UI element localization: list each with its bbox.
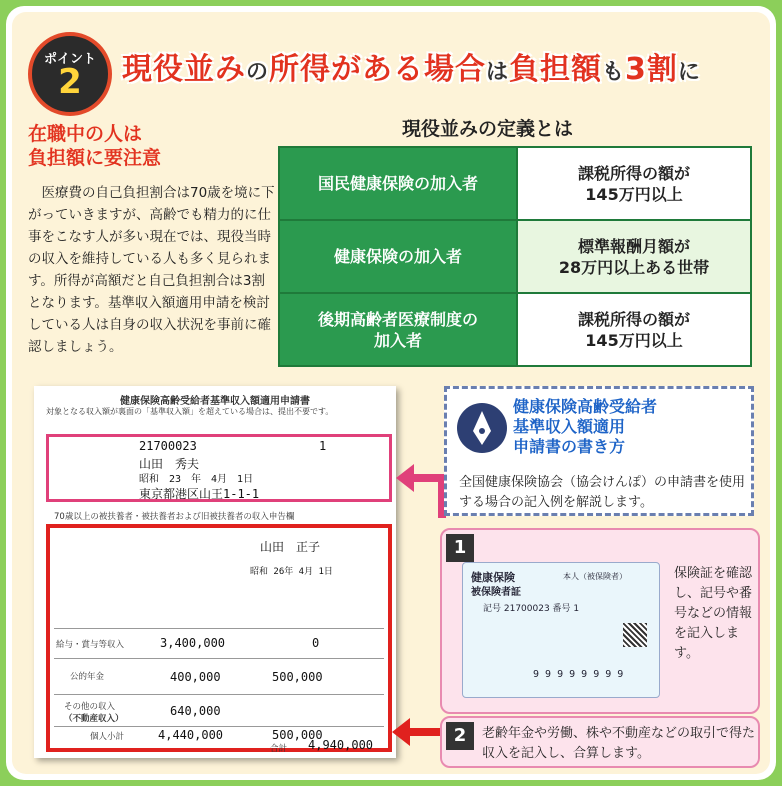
step-2-number: 2 xyxy=(446,722,474,750)
definition-label: 健康保険の加入者 xyxy=(279,220,517,293)
insured-address: 東京都港区山王1-1-1 xyxy=(139,487,260,501)
label-line-1: 後期高齢者医療制度の xyxy=(317,309,478,329)
definition-table xyxy=(278,146,752,367)
pension-value: 400,000 xyxy=(170,670,221,684)
title-h: に xyxy=(677,60,701,85)
badge-label: ポイント xyxy=(43,52,96,67)
arrow-to-income-icon xyxy=(388,712,444,752)
definition-label: 国民健康保険の加入者 xyxy=(279,147,517,220)
arrow-to-info-icon xyxy=(392,452,452,522)
definition-value xyxy=(517,147,751,220)
subtotal-value-spouse: 500,000 xyxy=(272,728,323,742)
step-1-number: 1 xyxy=(446,534,474,562)
guide-title-3: 申請書の書き方 xyxy=(513,437,626,456)
insurance-sub-number: 1 xyxy=(319,439,327,453)
subtitle-line-1: 在職中の人は xyxy=(28,123,143,145)
definition-value xyxy=(517,220,751,293)
page-frame xyxy=(6,6,776,780)
header xyxy=(12,12,770,108)
total-value: 4,940,000 xyxy=(308,738,374,752)
left-body-text: 医療費の自己負担割合は70歳を境に下がっていきますが、高齢でも精力的に仕事をこなす人が多い現在では、現役当時の収入を維持している人も多く見られます。所得が高額だと自己負担割合は3割となります。基準収入額適用申請を検討している人は自身の収入状況を事前に確認しましょう。 xyxy=(28,185,275,355)
income-box xyxy=(46,524,392,752)
point-badge xyxy=(28,32,112,116)
guide-title-1: 健康保険高齢受給者 xyxy=(513,397,658,416)
subtitle-line-2: 負担額に要注意 xyxy=(28,147,162,169)
form-note: 対象となる収入額が裏面の「基準収入額」を超えている場合は、提出不要です。 xyxy=(46,407,334,416)
left-subtitle xyxy=(28,122,161,170)
card-insurer: 9 9 9 9 9 9 9 9 xyxy=(533,669,624,680)
card-sub: 被保険者証 xyxy=(471,587,521,598)
card-kind: 本人（被保険者） xyxy=(563,572,627,581)
guide-box xyxy=(444,386,754,516)
grid-line xyxy=(54,628,384,629)
value-line-2: 28万円以上ある世帯 xyxy=(558,257,710,277)
row-label-salary: 給与・賞与等収入 xyxy=(56,640,125,650)
pension-value-spouse: 500,000 xyxy=(272,670,323,684)
grid-line xyxy=(54,658,384,659)
insured-dob: 昭和 23 年 4月 1日 xyxy=(139,474,254,485)
spouse-dob: 昭和 26年 4月 1日 xyxy=(250,567,333,577)
value-line-1: 標準報酬月額が xyxy=(577,236,690,256)
grid-line xyxy=(54,694,384,695)
insured-name: 山田 秀夫 xyxy=(139,457,200,471)
guide-title xyxy=(513,397,657,457)
title-b: の xyxy=(246,60,270,85)
salary-value: 3,400,000 xyxy=(160,636,226,650)
row-label-pension: 公的年金 xyxy=(70,672,105,682)
form-section-label: 70歳以上の被扶養者・被扶養者および旧被扶養者の収入申告欄 xyxy=(54,512,295,522)
other-value: 640,000 xyxy=(170,704,221,718)
title-a: 現役並み xyxy=(122,52,246,87)
step-1-text: 保険証を確認し、記号や番号などの情報を記入します。 xyxy=(674,566,753,661)
definition-value xyxy=(517,293,751,366)
value-line-1: 課税所得の額が xyxy=(577,163,690,183)
row-label-subtotal: 個人小計 xyxy=(90,732,125,742)
step-1-box xyxy=(440,528,760,714)
guide-title-2: 基準収入額適用 xyxy=(513,417,626,436)
insurance-card-image xyxy=(462,562,660,698)
row-label-other: その他の収入 xyxy=(64,702,116,712)
title-f: も xyxy=(602,60,626,85)
guide-description: 全国健康保険協会（協会けんぽ）の申請書を使用する場合の記入例を解説します。 xyxy=(459,475,746,510)
salary-value-spouse: 0 xyxy=(312,636,320,650)
definition-label xyxy=(279,293,517,366)
page-title xyxy=(122,44,701,88)
step-2-text: 老齢年金や労働、株や不動産などの取引で得た収入を記入し、合算します。 xyxy=(482,726,756,761)
subtotal-value: 4,440,000 xyxy=(158,728,224,742)
card-title: 健康保険 xyxy=(471,571,515,584)
insurance-number: 21700023 xyxy=(139,439,197,453)
title-d: は xyxy=(486,60,510,85)
insured-info-box xyxy=(46,434,392,502)
value-line-1: 課税所得の額が xyxy=(577,309,690,329)
definition-row xyxy=(279,220,751,293)
step-2-box xyxy=(440,716,760,768)
definition-title: 現役並みの定義とは xyxy=(402,118,574,140)
card-number: 記号 21700023 番号 1 xyxy=(483,604,580,614)
qr-code-icon xyxy=(623,623,647,647)
definition-row xyxy=(279,147,751,220)
title-g: 3割 xyxy=(625,52,678,87)
application-form-sample xyxy=(34,386,396,758)
total-label: 合計 xyxy=(270,744,288,754)
title-e: 負担額 xyxy=(509,52,603,87)
badge-number: 2 xyxy=(58,62,82,102)
value-line-2: 145万円以上 xyxy=(585,184,683,204)
definition-row xyxy=(279,293,751,366)
value-line-2: 145万円以上 xyxy=(585,330,683,350)
form-title: 健康保険高齢受給者基準収入額適用申請書 xyxy=(120,396,310,407)
grid-line xyxy=(54,726,384,727)
row-label-other-sub: （不動産収入） xyxy=(64,714,124,724)
page-inner xyxy=(12,12,770,774)
spouse-name: 山田 正子 xyxy=(260,540,321,554)
title-c: 所得がある場合 xyxy=(269,52,487,87)
fountain-pen-icon xyxy=(457,403,507,453)
label-line-2: 加入者 xyxy=(373,330,422,350)
